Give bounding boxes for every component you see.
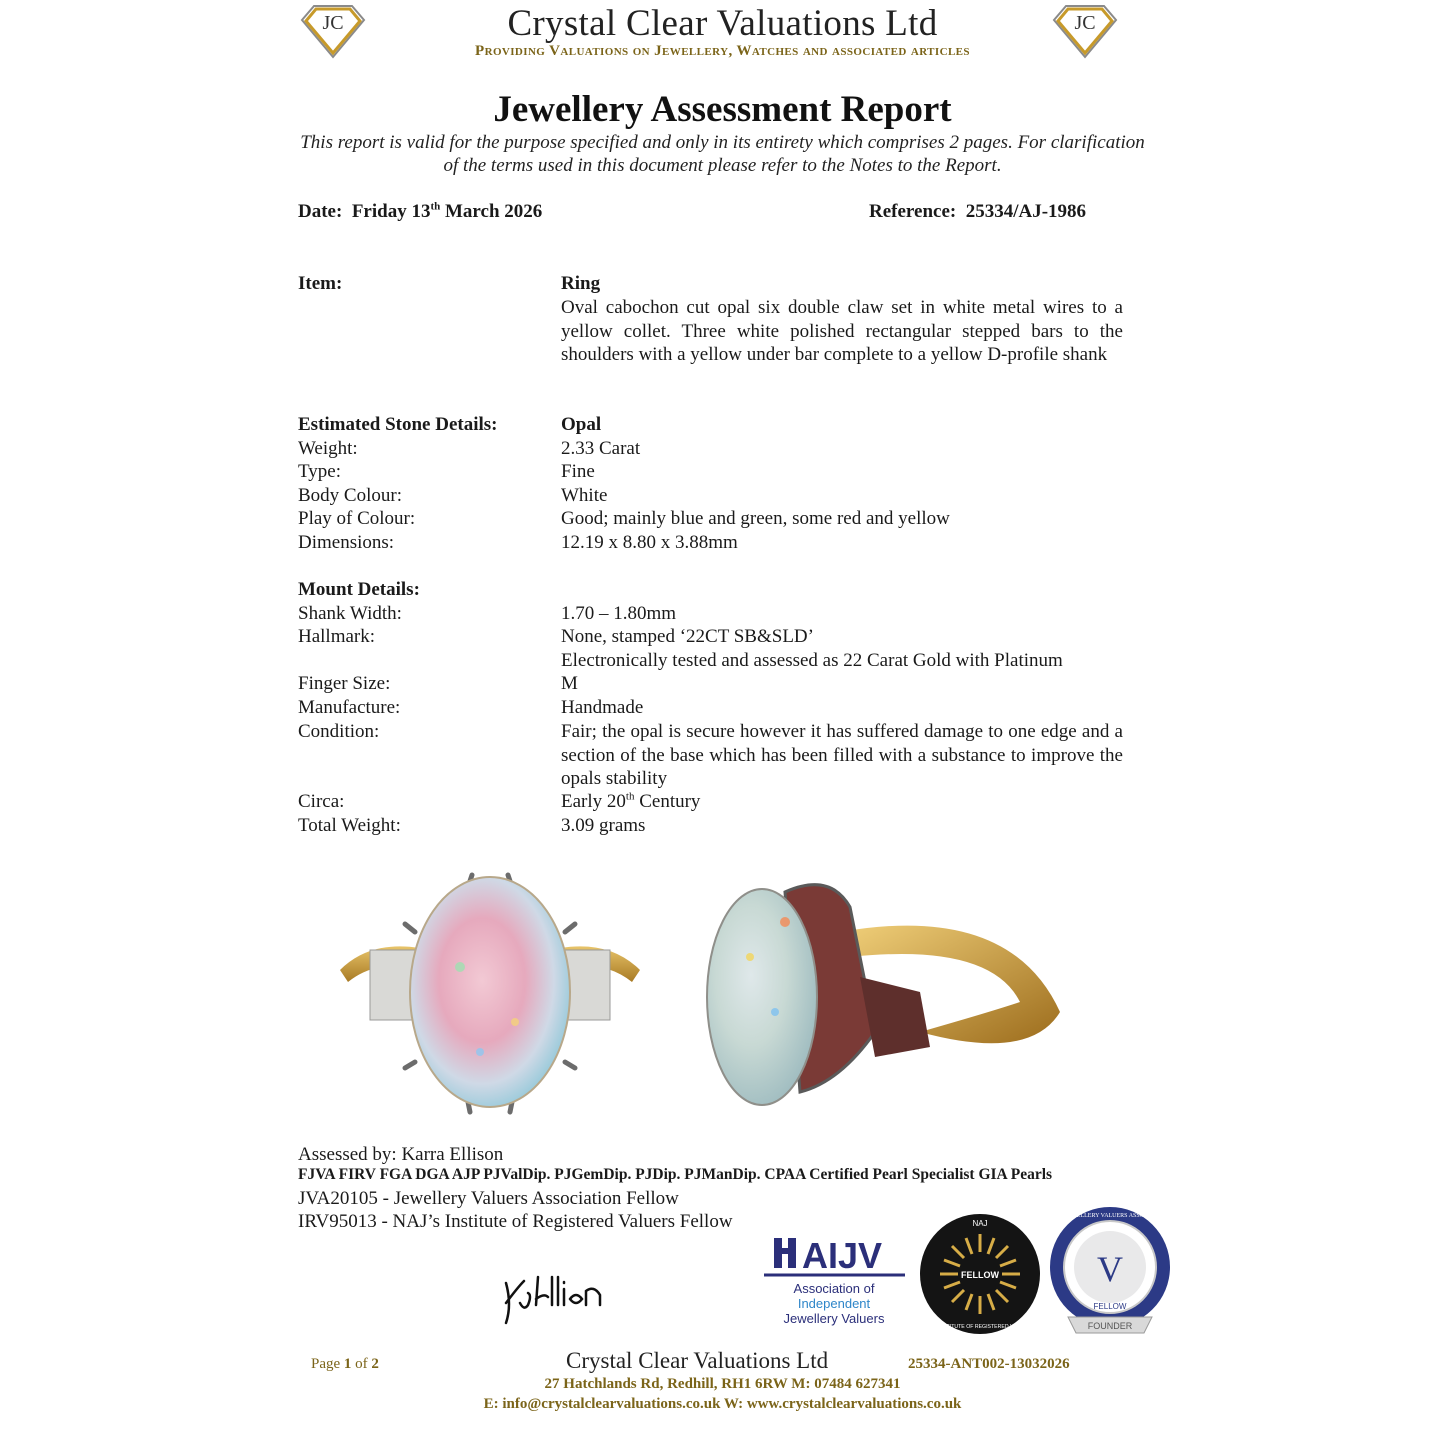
stone-weight-value: 2.33 Carat [561,438,641,459]
stone-heading: Estimated Stone Details: [298,414,498,435]
date-day: Friday 13 [351,201,431,222]
stone-type-value: Fine [561,461,595,482]
irv-membership: IRV95013 - NAJ’s Institute of Registered Valuers Fellow [298,1211,733,1232]
tested-value: Electronically tested and assessed as 22 Carat Gold with Platinum [561,650,1063,671]
irv-seal-ring: THE INSTITUTE OF REGISTERED VALUERS [926,1324,1034,1330]
stone-body-colour-label: Body Colour: [298,485,402,506]
manufacture-label: Manufacture: [298,697,401,718]
aijv-line3: Jewellery Valuers [783,1311,885,1326]
aijv-line2: Independent [797,1296,871,1311]
jva-seal-letter: V [1097,1249,1123,1289]
manufacture-value: Handmade [561,697,644,718]
finger-size-label: Finger Size: [298,673,391,694]
date-rest: March 2026 [444,201,543,222]
footer-contact: E: info@crystalclearvaluations.co.uk W: www.crystalclearvaluations.co.uk [483,1396,962,1412]
hallmark-value: None, stamped ‘22CT SB&SLD’ [561,626,814,647]
page-total: 2 [371,1356,379,1372]
aijv-badge [762,1228,907,1332]
company-name: Crystal Clear Valuations Ltd [507,3,938,44]
circa-value [561,790,1123,814]
logo-monogram: JC [1074,12,1096,34]
irv-seal-top: NAJ [972,1219,988,1228]
circa-label: Circa: [298,791,345,812]
irv-seal-icon [918,1212,1042,1336]
total-weight-label: Total Weight: [298,815,401,836]
assessor-qualifications: FJVA FIRV FGA DGA AJP PJValDip. PJGemDip. PJDip. PJManDip. CPAA Certified Pearl Specialist GIA Pearls [298,1166,1053,1183]
stone-type-label: Type: [298,461,341,482]
footer-address: 27 Hatchlands Rd, Redhill, RH1 6RW M: 07484 627341 [544,1376,901,1392]
page-word: Page [311,1356,341,1372]
condition-value: Fair; the opal is secure however it has suffered damage to one edge and a section of the base which has been filled with a substance to improve the opals stability [561,721,1123,789]
signature-icon [498,1265,618,1327]
footer-doc-ref: 25334-ANT002-13032026 [908,1356,1070,1372]
stone-name: Opal [561,414,602,435]
irv-seal-center: FELLOW [961,1270,999,1280]
reference-label: Reference: [869,201,957,222]
company-tagline: Providing Valuations on Jewellery, Watches and associated articles [475,43,970,59]
mount-heading: Mount Details: [298,579,420,600]
validity-note: This report is valid for the purpose specified and only in its entirety which comprises 2 pages. For clarification of the terms used in this document please refer to the Notes to the Report. [300,132,1145,176]
date-suffix: th [430,200,441,213]
jva-seal-icon [1048,1205,1172,1339]
stone-weight-label: Weight: [298,438,358,459]
shank-label: Shank Width: [298,603,402,624]
assessed-by: Assessed by: Karra Ellison [298,1144,504,1165]
item-label: Item: [298,273,343,294]
total-weight-value: 3.09 grams [561,815,646,836]
ring-front-photo [330,862,650,1122]
jva-membership: JVA20105 - Jewellery Valuers Association Fellow [298,1188,679,1209]
stone-play-label: Play of Colour: [298,508,416,529]
condition-label: Condition: [298,721,380,742]
reference-value: 25334/AJ-1986 [965,201,1087,222]
date-label: Date: [298,201,343,222]
item-name: Ring [561,273,601,294]
report-reference [869,201,1086,223]
jva-seal-founder: FOUNDER [1087,1321,1133,1331]
hallmark-label: Hallmark: [298,626,376,647]
logo-monogram: JC [322,12,344,34]
aijv-abbr: AIJV [802,1235,883,1276]
stone-play-value: Good; mainly blue and green, some red and yellow [561,508,950,529]
page-number: 1 [343,1356,352,1372]
finger-size-value: M [561,673,578,694]
item-description: Oval cabochon cut opal six double claw set in white metal wires to a yellow collet. Three white polished rectangular stepped bars to the shoulders with a yellow under bar complete to a yellow D-profile shank [561,297,1123,365]
stone-dimensions-value: 12.19 x 8.80 x 3.88mm [561,532,738,553]
ring-side-photo [690,862,1070,1122]
report-date [298,201,542,223]
stone-dimensions-label: Dimensions: [298,532,395,553]
report-title: Jewellery Assessment Report [493,89,952,130]
aijv-line1: Association of [793,1281,875,1296]
circa-pre: Early 20 [561,791,626,812]
page-of: of [355,1356,368,1372]
circa-sup: th [625,790,635,803]
footer-company: Crystal Clear Valuations Ltd [566,1348,829,1373]
page-indicator [311,1356,379,1373]
stone-body-colour-value: White [561,485,608,506]
circa-post: Century [634,791,701,812]
shank-value: 1.70 – 1.80mm [561,603,677,624]
jva-seal-fellow: FELLOW [1093,1302,1127,1311]
jva-seal-ring: THE JEWELLERY VALUERS ASSOCIATION [1051,1213,1169,1219]
